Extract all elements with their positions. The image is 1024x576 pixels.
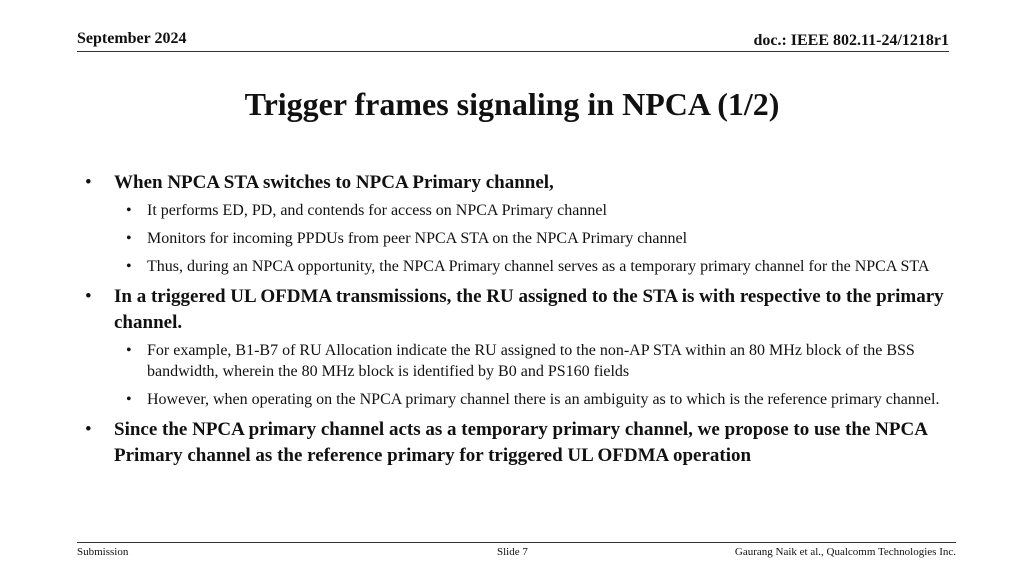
bullet-dot: • (85, 419, 92, 440)
bullet-2-sub-1 (0, 340, 1024, 382)
footer-slide-number: Slide 7 (497, 546, 528, 558)
bullet-dot: • (85, 172, 92, 193)
bullet-dot: • (85, 286, 92, 307)
header-divider (77, 51, 949, 52)
bullet-1-sub-1 (0, 200, 1024, 221)
bullet-2-sub-1-text: For example, B1-B7 of RU Allocation indicate the RU assigned to the non-AP STA within an 80 MHz block of the BSS bandwidth, wherein the 80 MHz block is identified by B0 and PS160 fields (147, 342, 915, 380)
bullet-3-text: Since the NPCA primary channel acts as a temporary primary channel, we propose to use the NPCA Primary channel as the reference primary for triggered UL OFDMA operation (114, 419, 927, 466)
bullet-1 (0, 170, 1024, 196)
footer-submission: Submission (77, 546, 129, 558)
bullet-1-sub-3 (0, 256, 1024, 277)
bullet-dot: • (126, 342, 132, 359)
header-date: September 2024 (77, 30, 187, 47)
footer-authors: Gaurang Naik et al., Qualcomm Technologies Inc. (734, 546, 956, 558)
bullet-dot: • (126, 258, 132, 275)
bullet-1-sub-3-text: Thus, during an NPCA opportunity, the NPCA Primary channel serves as a temporary primary channel for the NPCA STA (147, 258, 930, 275)
bullet-2-sub-2-text: However, when operating on the NPCA primary channel there is an ambiguity as to which is the reference primary channel. (147, 391, 940, 408)
bullet-2-sub-2 (0, 389, 1024, 410)
bullet-2 (0, 284, 1024, 336)
bullet-1-sub-1-text: It performs ED, PD, and contends for access on NPCA Primary channel (147, 202, 607, 219)
slide-title: Trigger frames signaling in NPCA (1/2) (244, 86, 780, 122)
bullet-dot: • (126, 202, 132, 219)
bullet-1-text: When NPCA STA switches to NPCA Primary channel, (114, 172, 554, 193)
header-doc-id: doc.: IEEE 802.11-24/1218r1 (753, 32, 949, 49)
bullet-1-sub-2 (0, 228, 1024, 249)
bullet-dot: • (126, 230, 132, 247)
bullet-3 (0, 417, 1024, 469)
footer-divider (77, 542, 956, 543)
bullet-2-text: In a triggered UL OFDMA transmissions, the RU assigned to the STA is with respective to the primary channel. (114, 286, 944, 333)
slide-body (0, 170, 1024, 473)
bullet-dot: • (126, 391, 132, 408)
bullet-1-sub-2-text: Monitors for incoming PPDUs from peer NPCA STA on the NPCA Primary channel (147, 230, 688, 247)
